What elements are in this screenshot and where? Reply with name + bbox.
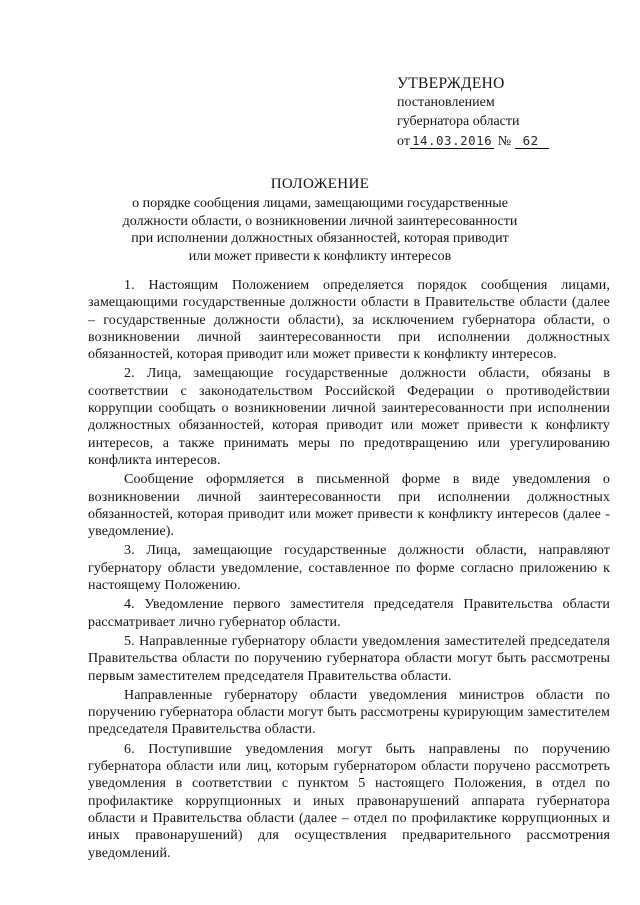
number-prefix: № [497, 134, 512, 149]
approval-date: 14.03.2016 [411, 133, 493, 148]
approval-heading: УТВЕРЖДЕНО [397, 75, 505, 92]
approval-number: 62 [515, 133, 549, 149]
paragraph-5-ministers: Направленные губернатору области уведомления министров области по поручению губернатора области могут быть рассмотрены курирующим заместителем председателя Правительства области. [88, 687, 610, 738]
paragraph-4: 4. Уведомление первого заместителя председателя Правительства области рассматривает лично губернатор области. [88, 597, 610, 630]
document-subtitle-line: должности области, о возникновении личной заинтересованности [122, 213, 518, 229]
approval-date-line [397, 131, 597, 151]
approval-stamp [397, 74, 597, 151]
paragraph-6: 6. Поступившие уведомления могут быть направлены по поручению губернатора области или лиц, которым губернатором области поручено рассмотреть уведомления в соответствии с пунктом 5 настоящего Положения, в отдел по профилактике коррупционных и иных правонарушений аппарата губернатора области и Правительства области (далее – отдел по профилактике коррупционных и иных правонарушений) для осуществления предварительного рассмотрения уведомлений. [88, 741, 610, 861]
date-prefix: от [397, 134, 410, 149]
document-subtitle-line: при исполнении должностных обязанностей, которая приводит [131, 231, 509, 246]
approval-line-2: губернатора области [397, 114, 520, 129]
paragraph-5: 5. Направленные губернатору области уведомления заместителей председателя Правительства области по поручению губернатора области могут быть рассмотрены первым заместителем председателя Правительства области. [88, 633, 610, 684]
document-subtitle-line: о порядке сообщения лицами, замещающими государственные [132, 196, 508, 211]
paragraph-2-notice: Сообщение оформляется в письменной форме в виде уведомления о возникновении личной заинтересованности при исполнении должностных обязанностей, которая приводит или может привести к конфликту интересов (далее - уведомление). [88, 472, 610, 540]
paragraph-1: 1. Настоящим Положением определяется порядок сообщения лицами, замещающими государственные должности области в Правительстве области (далее – государственные должности области), за исключением губернатора области, о возникновении личной заинтересованности при исполнении должностных обязанностей, которая приводит или может привести к конфликту интересов. [88, 278, 610, 363]
document-subtitle-line: или может привести к конфликту интересов [188, 248, 452, 264]
paragraph-3: 3. Лица, замещающие государственные должности области, направляют губернатору области уведомление, составленное по форме согласно приложению к настоящему Положению. [88, 543, 610, 594]
approval-line-1: постановлением [397, 95, 495, 110]
document-title: ПОЛОЖЕНИЕ [270, 176, 370, 192]
document-title-block [120, 175, 520, 265]
paragraph-2: 2. Лица, замещающие государственные должности области, обязаны в соответствии с законодательством Российской Федерации о противодействии коррупции сообщать о возникновении личной заинтересованности при исполнении должностных обязанностей, которая приводит или может привести к конфликту интересов, а также принимать меры по предотвращению или урегулированию конфликта интересов. [88, 366, 610, 468]
document-body [88, 277, 610, 864]
